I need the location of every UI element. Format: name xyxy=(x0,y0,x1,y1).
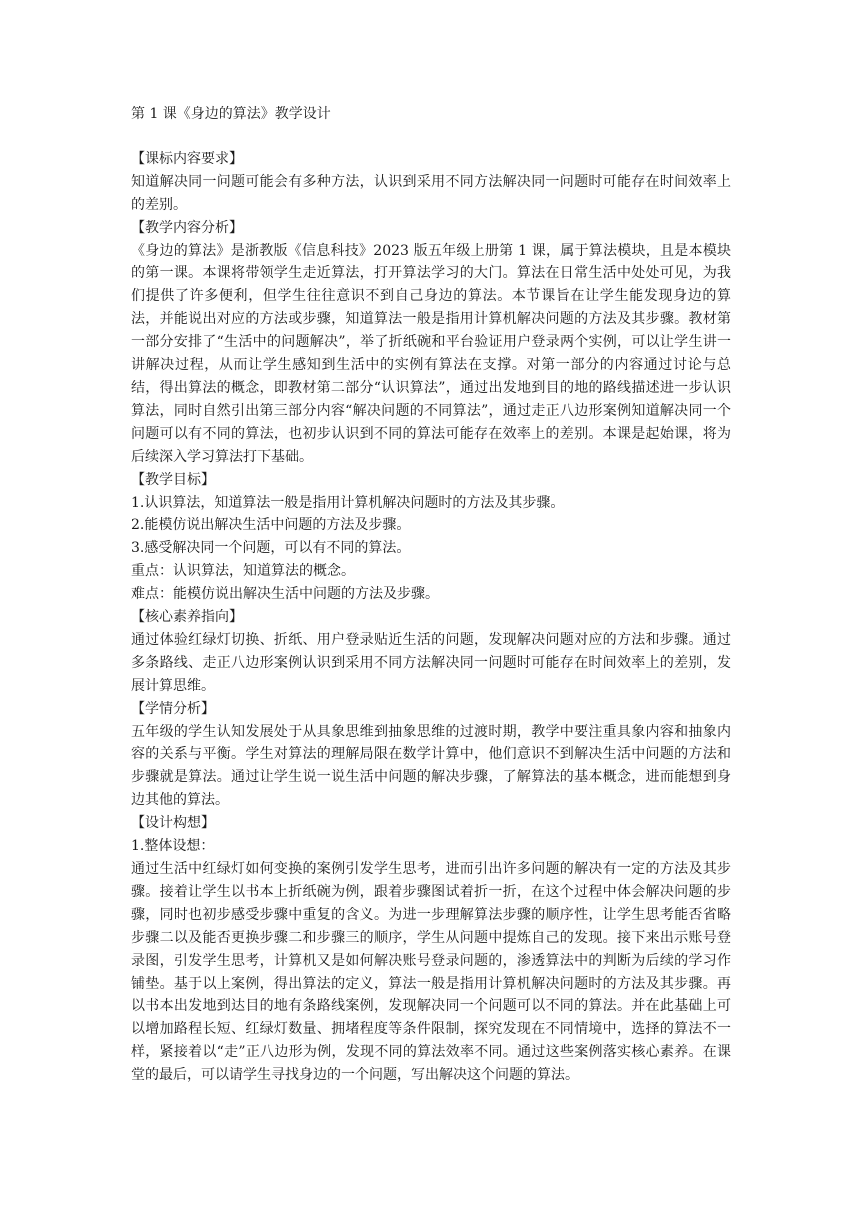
objective-item: 3.感受解决同一个问题，可以有不同的算法。 xyxy=(131,540,411,557)
section-heading: 【教学内容分析】 xyxy=(131,219,243,236)
section-paragraph: 五年级的学生认知发展处于从具象思维到抽象思维的过渡时期，教学中要注重具象内容和抽象内容的关系与平衡。学生对算法的理解局限在数学计算中，他们意识不到解决生活中问题的方法和步骤就是算法。通过让学生说一说生活中问题的解决步骤，了解算法的基本概念，进而能想到身边其他的算法。 xyxy=(131,723,731,809)
section-heading: 【核心素养指向】 xyxy=(131,609,243,626)
key-point: 重点：认识算法，知道算法的概念。 xyxy=(131,563,355,580)
section-paragraph: 《身边的算法》是浙教版《信息科技》2023 版五年级上册第 1 课，属于算法模块，且是本模块的第一课。本课将带领学生走近算法，打开算法学习的大门。算法在日常生活中处处可见，为我们提供了许多便利，但学生往往意识不到自己身边的算法。本节课旨在让学生能发现身边的算法，并能说出对应的方法或步骤，知道算法一般是指用计算机解决问题的方法及其步骤。教材第一部分安排了“生活中的问题解决”，举了折纸碗和平台验证用户登录两个实例，可以让学生讲一讲解决过程，从而让学生感知到生活中的实例有算法在支撑。对第一部分的内容通过讨论与总结，得出算法的概念，即教材第二部分“认识算法”，通过出发地到目的地的路线描述进一步认识算法，同时自然引出第三部分内容“解决问题的不同算法”，通过走正八边形案例知道解决同一个问题可以有不同的算法，也初步认识到不同的算法可能存在效率上的差别。本课是起始课，将为后续深入学习算法打下基础。 xyxy=(131,242,731,465)
section-heading: 【教学目标】 xyxy=(131,471,215,488)
section-curriculum-requirements xyxy=(131,148,731,217)
section-teaching-objectives xyxy=(131,469,731,606)
document-page xyxy=(131,103,731,1087)
difficult-point: 难点：能模仿说出解决生活中问题的方法及步骤。 xyxy=(131,586,439,603)
subsection-title: 1.整体设想： xyxy=(131,838,215,855)
section-paragraph: 知道解决同一问题可能会有多种方法，认识到采用不同方法解决同一问题时可能存在时间效率上的差别。 xyxy=(131,173,731,213)
section-content-analysis xyxy=(131,217,731,469)
section-design-concept xyxy=(131,812,731,1087)
objective-item: 2.能模仿说出解决生活中问题的方法及步骤。 xyxy=(131,517,411,534)
section-heading: 【设计构想】 xyxy=(131,815,215,832)
objective-item: 1.认识算法，知道算法一般是指用计算机解决问题时的方法及其步骤。 xyxy=(131,494,565,511)
section-paragraph: 通过生活中红绿灯如何变换的案例引发学生思考，进而引出许多问题的解决有一定的方法及其步骤。接着让学生以书本上折纸碗为例，跟着步骤图试着折一折，在这个过程中体会解决问题的步骤，同时也初步感受步骤中重复的含义。为进一步理解算法步骤的顺序性，让学生思考能否省略步骤二以及能否更换步骤二和步骤三的顺序，学生从问题中提炼自己的发现。接下来出示账号登录图，引发学生思考，计算机又是如何解决账号登录问题的，渗透算法中的判断为后续的学习作铺垫。基于以上案例，得出算法的定义，算法一般是指用计算机解决问题时的方法及其步骤。再以书本出发地到达目的地有条路线案例，发现解决同一个问题可以不同的算法。并在此基础上可以增加路程长短、红绿灯数量、拥堵程度等条件限制，探究发现在不同情境中，选择的算法不一样，紧接着以“走”正八边形为例，发现不同的算法效率不同。通过这些案例落实核心素养。在课堂的最后，可以请学生寻找身边的一个问题，写出解决这个问题的算法。 xyxy=(131,861,731,1084)
section-core-literacy xyxy=(131,606,731,698)
section-heading: 【课标内容要求】 xyxy=(131,150,243,167)
section-heading: 【学情分析】 xyxy=(131,700,215,717)
section-paragraph: 通过体验红绿灯切换、折纸、用户登录贴近生活的问题，发现解决问题对应的方法和步骤。通过多条路线、走正八边形案例认识到采用不同方法解决同一问题时可能存在时间效率上的差别，发展计算思维。 xyxy=(131,631,731,694)
section-learner-analysis xyxy=(131,698,731,813)
document-title: 第 1 课《身边的算法》教学设计 xyxy=(131,106,331,122)
